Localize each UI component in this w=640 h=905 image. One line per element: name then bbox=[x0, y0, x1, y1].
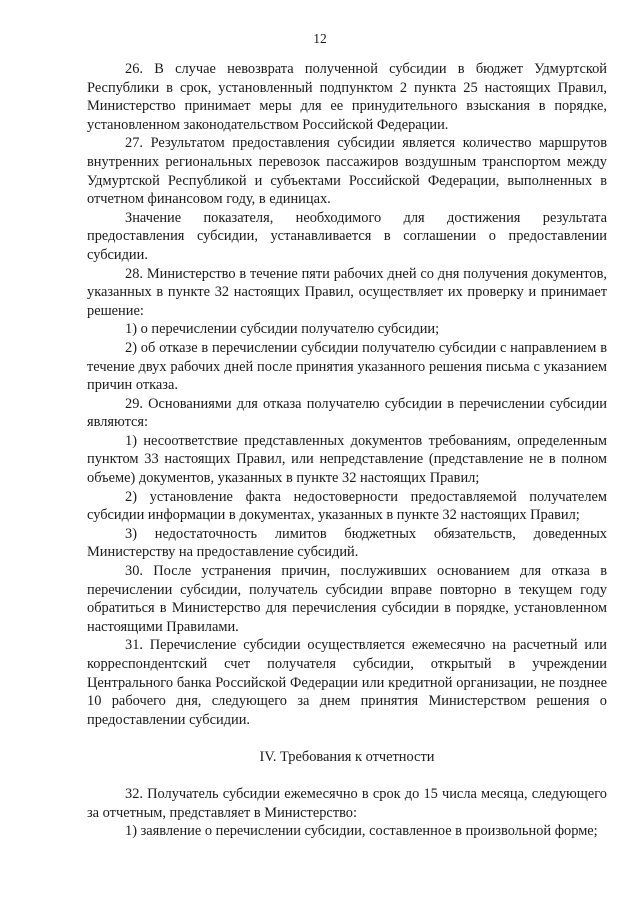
paragraph-26: 26. В случае невозврата полученной субсидии в бюджет Удмуртской Республики в срок, установленный подпунктом 2 пункта 25 настоящих Правил, Министерство принимает меры для ее принудительного взыскания в порядке, установленном законодательством Российской Федерации. bbox=[87, 61, 607, 133]
paragraph-28: 28. Министерство в течение пяти рабочих дней со дня получения документов, указанных в пункте 32 настоящих Правил, осуществляет их проверку и принимает решение: bbox=[87, 265, 607, 319]
paragraph-31: 31. Перечисление субсидии осуществляется ежемесячно на расчетный или корреспондентский счет получателя субсидии, открытый в учреждении Центрального банка Российской Федерации или кредитной организации, не позднее 10 рабочего дня, следующего за днем принятия Министерством решения о предоставлении субсидии. bbox=[87, 637, 607, 728]
paragraph-32: 32. Получатель субсидии ежемесячно в срок до 15 числа месяца, следующего за отчетным, представляет в Министерство: bbox=[87, 785, 607, 821]
paragraph-27-indicator: Значение показателя, необходимого для достижения результата предоставления субсидии, устанавливается в соглашении о предоставлении субсидии. bbox=[87, 209, 607, 263]
paragraph-28-item-1: 1) о перечислении субсидии получателю субсидии; bbox=[125, 321, 440, 338]
paragraph-28-item-2: 2) об отказе в перечислении субсидии получателю субсидии с направлением в течение двух рабочих дней после принятия указанного решения письма с указанием причин отказа. bbox=[87, 339, 607, 394]
paragraph-29-item-2: 2) установление факта недостоверности предоставляемой получателем субсидии информации в документах, указанных в пункте 32 настоящих Правил; bbox=[87, 488, 607, 524]
paragraph-30: 30. После устранения причин, послуживших основанием для отказа в перечислении субсидии, получатель субсидии вправе повторно в текущем году обратиться в Министерство для перечисления субсидии в порядке, установленном настоящими Правилами. bbox=[87, 563, 607, 635]
page-number: 12 bbox=[313, 31, 327, 46]
section-heading: IV. Требования к отчетности bbox=[259, 749, 435, 766]
document-body bbox=[87, 60, 607, 841]
paragraph-27: 27. Результатом предоставления субсидии является количество маршрутов внутренних региональных перевозок пассажиров воздушным транспортом между Удмуртской Республикой и субъектами Российской Федерации, выполненных в отчетном финансовом году, в единицах. bbox=[87, 135, 607, 208]
paragraph-29-item-3: 3) недостаточность лимитов бюджетных обязательств, доведенных Министерству на предоставление субсидий. bbox=[87, 525, 607, 561]
paragraph-29-item-1: 1) несоответствие представленных документов требованиям, определенным пунктом 33 настоящих Правил, или непредставление (представление не в полном объеме) документов, указанных в пункте 32 настоящих Правил; bbox=[87, 432, 607, 487]
paragraph-29: 29. Основаниями для отказа получателю субсидии в перечислении субсидии являются: bbox=[87, 395, 607, 431]
paragraph-32-item-1: 1) заявление о перечислении субсидии, составленное в произвольной форме; bbox=[125, 823, 598, 840]
